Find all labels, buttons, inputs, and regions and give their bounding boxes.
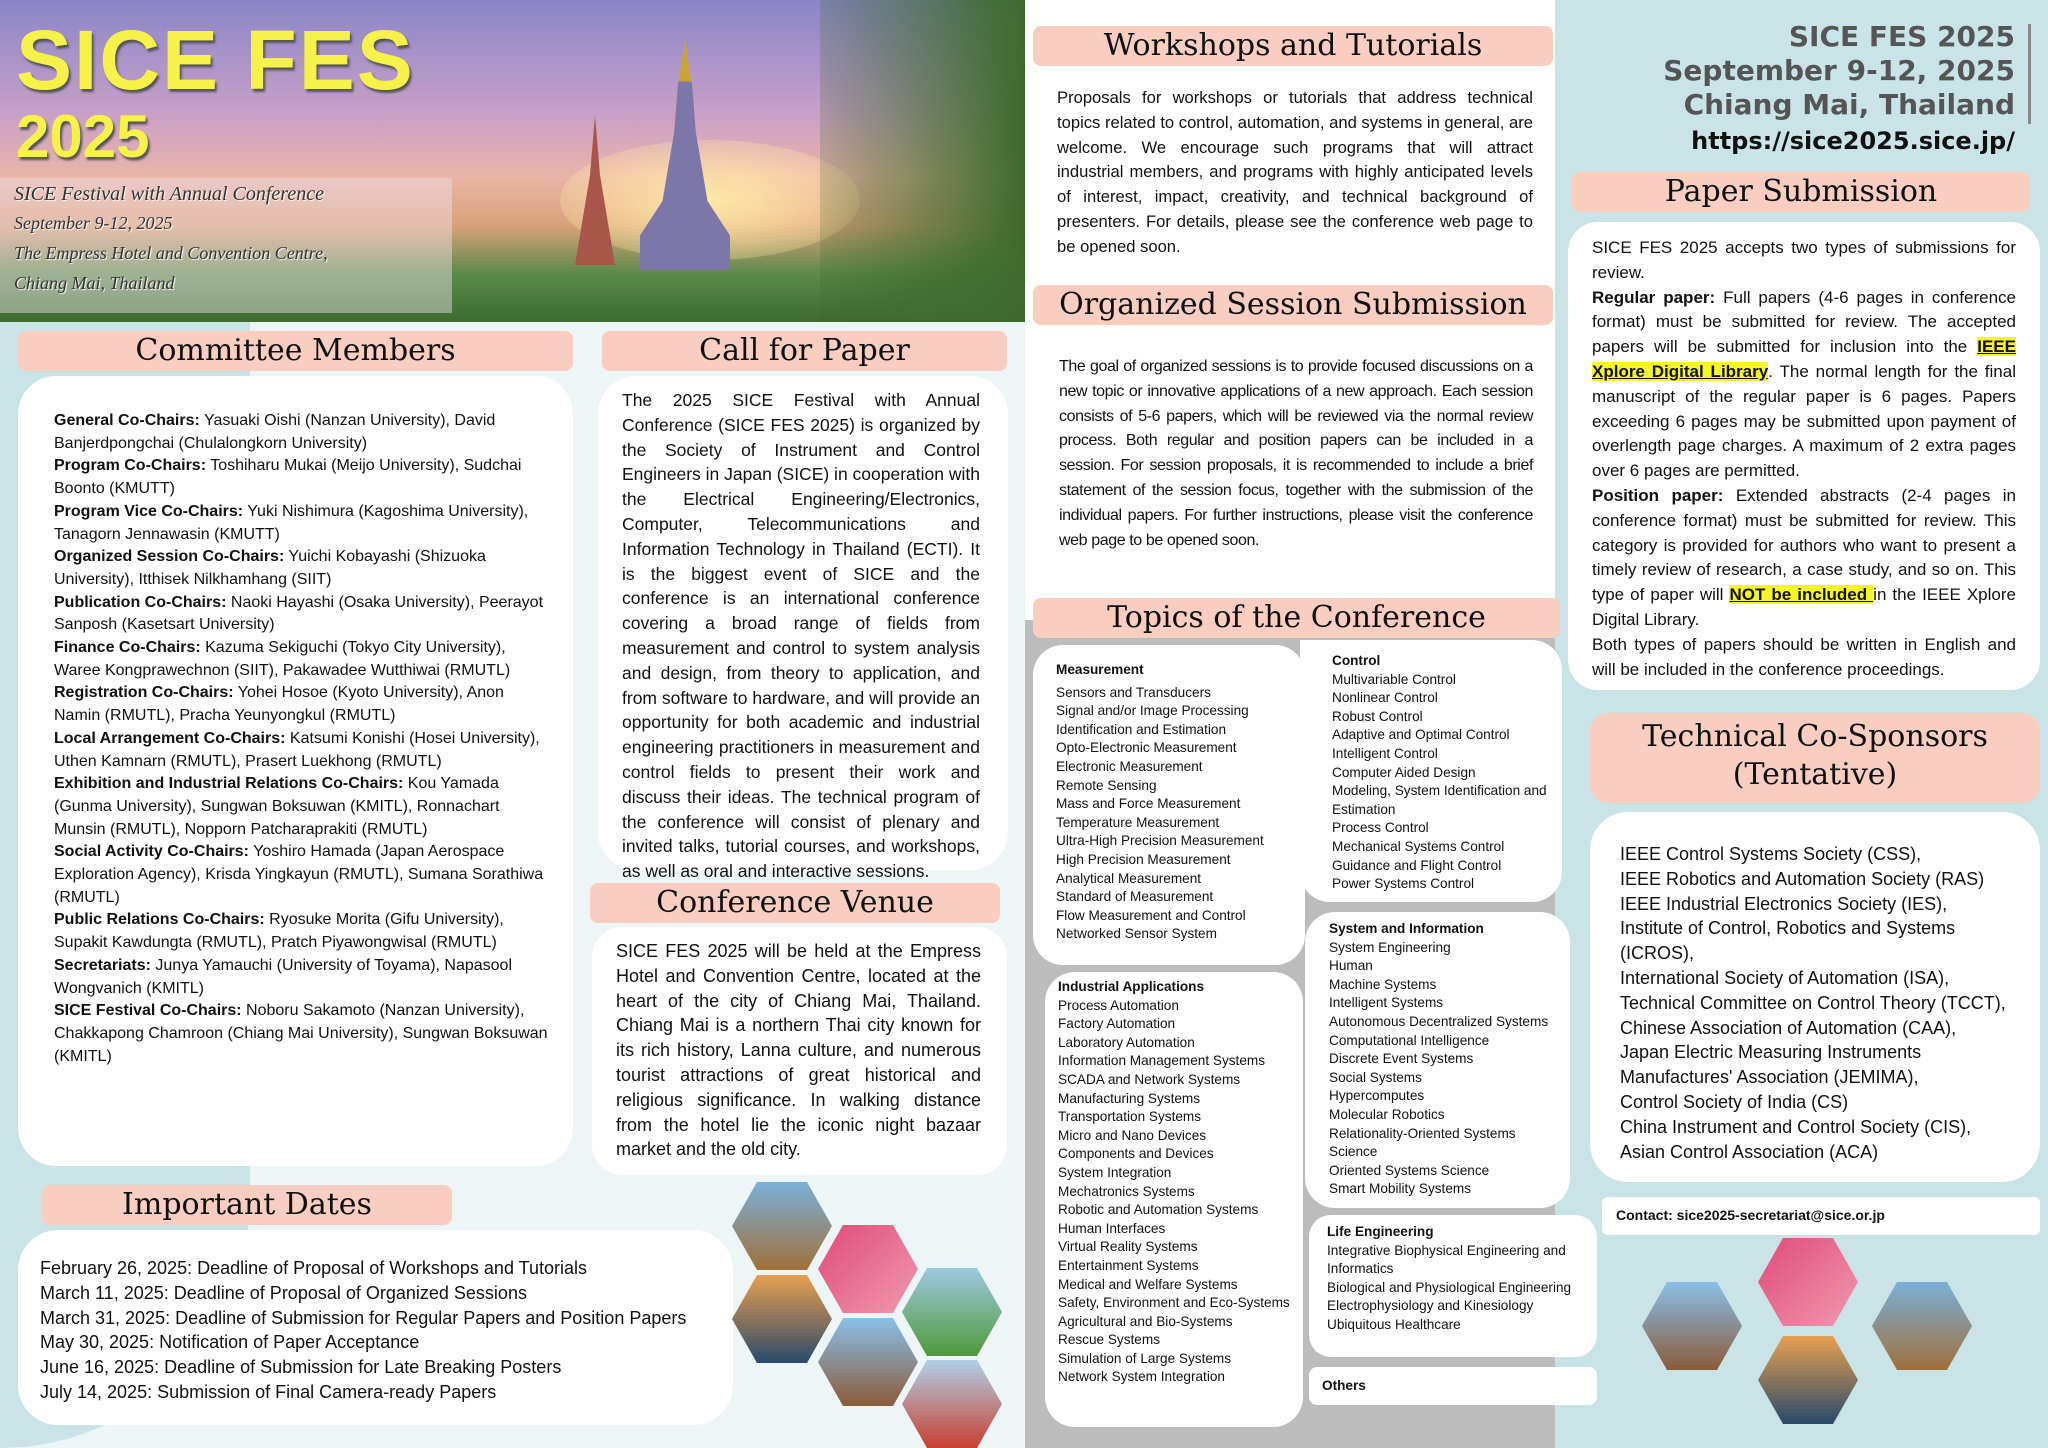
event-location: Chiang Mai, Thailand (1683, 88, 2015, 121)
topic-item: Nonlinear Control (1332, 690, 1438, 706)
sponsor-item: Asian Control Association (ACA) (1620, 1141, 1879, 1162)
committee-entry (54, 841, 553, 909)
topic-item: Transportation Systems (1058, 1109, 1202, 1125)
divider (2028, 24, 2031, 124)
topic-item: Rescue Systems (1058, 1332, 1160, 1348)
banner-image (0, 0, 1025, 322)
topics-header: Topics of the Conference (1033, 598, 1560, 638)
topic-control-heading: Control (1332, 653, 1381, 668)
sponsors-subtitle: (Tentative) (1732, 757, 1898, 792)
committee-entry (54, 455, 553, 500)
committee-names: Junya Yamauchi (University of Toyama), Napasool Wongvanich (KMITL) (54, 956, 513, 997)
topic-item: Ultra-High Precision Measurement (1056, 833, 1264, 849)
committee-header: Committee Members (18, 331, 573, 371)
topic-item: Electrophysiology and Kinesiology (1327, 1298, 1534, 1314)
topic-system-list (1329, 939, 1559, 1199)
committee-names: Kazuma Sekiguchi (Tokyo City University), Waree Kongprawechnon (SIIT), Pakawadee Wutthiwai (RMUTL) (54, 639, 511, 679)
committee-names: Yuichi Kobayashi (Shizuoka University), Itthisek Nilkhamhang (SIIT) (54, 548, 486, 588)
topic-item: Factory Automation (1058, 1016, 1176, 1032)
topic-item: Components and Devices (1058, 1146, 1214, 1162)
topic-industrial-list (1058, 997, 1303, 1387)
topic-item: System Engineering (1329, 939, 1451, 955)
topic-control-list (1332, 671, 1562, 894)
date-item: July 14, 2025: Submission of Final Camera-ready Papers (40, 1381, 497, 1402)
topic-item: Computer Aided Design (1332, 764, 1476, 780)
committee-role: Local Arrangement Co-Chairs: (54, 729, 286, 747)
committee-entry (54, 637, 553, 682)
committee-role: Social Activity Co-Chairs: (54, 843, 250, 861)
regular-paper-text-2: . The normal length for the final manuscript of the regular paper is 6 pages. Papers exceeding 6 pages may be submitted upon payment of overlength page charges. A maximum of 2 extra pages over 6 pages are permitted. (1592, 361, 2016, 481)
topic-item: Intelligent Control (1332, 745, 1438, 761)
committee-entry (54, 501, 553, 546)
committee-role: Exhibition and Industrial Relations Co-Chairs: (54, 775, 404, 793)
topic-item: Networked Sensor System (1056, 926, 1217, 942)
workshops-text: Proposals for workshops or tutorials that address technical topics related to control, automation, and systems in general, are welcome. We encourage such programs that will attract industrial members, and programs with highly anticipated levels of interest, impact, creativity, and technical background of presenters. For details, please see the conference web page to be opened soon. (1057, 88, 1533, 256)
topic-item: Relationality-Oriented Systems Science (1329, 1125, 1516, 1160)
committee-box (18, 376, 573, 1166)
sponsor-item: IEEE Industrial Electronics Society (IES), (1620, 893, 1948, 914)
sponsor-item: Institute of Control, Robotics and Systems (ICROS), (1620, 918, 1956, 964)
topic-item: Oriented Systems Science (1329, 1162, 1490, 1178)
call-for-paper-text: The 2025 SICE Festival with Annual Conference (SICE FES 2025) is organized by the Society of Instrument and Control Engineers in Japan (SICE) in cooperation with the Electrical Engineering/Electronics, Computer, Telecommunications and Information Technology in Thailand (ECTI). It is the biggest event of SICE and the conference is an international conference covering a broad range of fields from measurement and control to system analysis and design, from theory to application, and from software to hardware, and will provide an opportunity for both academic and industrial engineering practitioners in measurement and control fields to present their work and discuss their ideas. The technical program of the conference will consist of plenary and invited talks, tutorial courses, and workshops, as well as oral and interactive sessions. (622, 390, 980, 882)
banner-subtitle: SICE Festival with Annual Conference (14, 183, 324, 205)
topic-item: Robust Control (1332, 708, 1423, 724)
committee-entry (54, 1000, 553, 1068)
ieee-xplore-link[interactable]: IEEE Xplore Digital Library (1592, 337, 2016, 381)
event-info (1663, 20, 2015, 158)
topic-item: Integrative Biophysical Engineering and Informatics (1327, 1242, 1566, 1277)
topic-item: Sensors and Transducers (1056, 684, 1211, 700)
topic-item: Modeling, System Identification and Estimation (1332, 783, 1547, 817)
committee-entry (54, 546, 553, 591)
committee-entry (54, 728, 553, 773)
paper-submission-box (1568, 222, 2040, 690)
dates-list (40, 1256, 733, 1405)
topic-item: Ubiquitous Healthcare (1327, 1316, 1461, 1332)
committee-role: Program Vice Co-Chairs: (54, 502, 244, 520)
date-item: June 16, 2025: Deadline of Submission for Late Breaking Posters (40, 1357, 562, 1378)
workshops-box (1033, 76, 1553, 286)
sponsor-item: Japan Electric Measuring Instruments Manufactures' Association (JEMIMA), (1620, 1042, 1922, 1088)
topic-item: Safety, Environment and Eco-Systems (1058, 1295, 1290, 1311)
topic-item: Micro and Nano Devices (1058, 1127, 1207, 1143)
banner-year: 2025 (16, 103, 150, 170)
topic-item: Network System Integration (1058, 1369, 1225, 1385)
sponsors-list-wrap (1620, 842, 2030, 1164)
banner-dates: September 9-12, 2025 (14, 213, 173, 233)
topic-item: High Precision Measurement (1056, 851, 1231, 867)
sponsors-header (1590, 713, 2040, 803)
topic-item: Laboratory Automation (1058, 1034, 1195, 1050)
topic-item: SCADA and Network Systems (1058, 1071, 1241, 1087)
topic-item: Hypercomputes (1329, 1088, 1425, 1104)
dates-box (18, 1230, 733, 1425)
topic-life-list (1327, 1242, 1592, 1335)
topic-item: Medical and Welfare Systems (1058, 1276, 1238, 1292)
call-for-paper-box (598, 376, 1008, 882)
event-dates: September 9-12, 2025 (1663, 54, 2015, 87)
contact-email[interactable]: Contact: sice2025-secretariat@sice.or.jp (1616, 1207, 1885, 1223)
sponsor-item: IEEE Robotics and Automation Society (RAS) (1620, 868, 1985, 889)
committee-role: SICE Festival Co-Chairs: (54, 1002, 242, 1020)
committee-role: Secretariats: (54, 956, 151, 974)
sponsor-item: Control Society of India (CS) (1620, 1091, 1849, 1112)
workshops-header: Workshops and Tutorials (1033, 26, 1553, 66)
topic-item: Temperature Measurement (1056, 814, 1220, 830)
topic-item: Standard of Measurement (1056, 889, 1214, 905)
contact-box (1602, 1197, 2040, 1235)
topic-item: Computational Intelligence (1329, 1032, 1490, 1048)
venue-header: Conference Venue (590, 883, 1000, 923)
committee-names: Kou Yamada (Gunma University), Sungwan Boksuwan (KMITL), Ronnachart Munsin (RMUTL), Nopporn Patcharaprakiti (RMUTL) (54, 775, 500, 838)
topic-measurement-list (1056, 684, 1305, 944)
position-paper-text-2: in the IEEE Xplore Digital Library. (1592, 585, 2016, 629)
organized-session-text: The goal of organized sessions is to provide focused discussions on a new topic or innovative applications of a new approach. Each session consists of 5-6 papers, which will be reviewed via the normal review process. Both regular and position papers can be included in a session. For session proposals, it is recommended to include a brief statement of the session focus, together with the submission of the individual papers. For further instructions, please visit the conference web page to be opened soon. (1059, 358, 1533, 549)
committee-names: Yohei Hosoe (Kyoto University), Anon Namin (RMUTL), Pracha Yeunyongkul (RMUTL) (54, 684, 504, 725)
date-item: February 26, 2025: Deadline of Proposal of Workshops and Tutorials (40, 1258, 587, 1278)
topic-industrial-heading: Industrial Applications (1058, 979, 1205, 994)
position-paper-text: Extended abstracts (2-4 pages in conference format) must be submitted for review. This category is provided for authors who want to present a timely review of research, a case study, and so on. This type of paper will (1592, 485, 2017, 605)
topic-item: Opto-Electronic Measurement (1056, 740, 1237, 756)
topic-item: Information Management Systems (1058, 1053, 1266, 1069)
sponsor-item: International Society of Automation (ISA), (1620, 967, 1950, 988)
committee-names: Yoshiro Hamada (Japan Aerospace Exploration Agency), Krisda Yingkayun (RMUTL), Sumana Sorathiwa (RMUTL) (54, 843, 544, 906)
committee-names: Toshiharu Mukai (Meijo University), Sudchai Boonto (KMUTT) (54, 457, 522, 498)
not-included-highlight: NOT be included (1729, 585, 1874, 605)
position-paper-label: Position paper: (1592, 485, 1724, 505)
topic-item: Discrete Event Systems (1329, 1051, 1474, 1067)
topic-item: Multivariable Control (1332, 671, 1456, 687)
topic-item: Analytical Measurement (1056, 870, 1202, 886)
topic-item: Process Automation (1058, 997, 1179, 1013)
committee-role: Publication Co-Chairs: (54, 593, 227, 611)
topic-system-box (1305, 912, 1570, 1208)
topic-item: Process Control (1332, 820, 1429, 836)
topic-item: Adaptive and Optimal Control (1332, 727, 1510, 743)
topic-item: Entertainment Systems (1058, 1257, 1199, 1273)
paper-intro: SICE FES 2025 accepts two types of submissions for review. (1592, 238, 2016, 282)
venue-text: SICE FES 2025 will be held at the Empress Hotel and Convention Centre, located at the heart of the city of Chiang Mai, Thailand. Chiang Mai is a northern Thai city known for its rich history, Lanna culture, and numerous tourist attractions of great historical and religious significance. In walking distance from the hotel lie the iconic night bazaar market and the old city. (616, 941, 981, 1160)
committee-entry (54, 592, 553, 637)
committee-role: Finance Co-Chairs: (54, 639, 201, 657)
event-name: SICE FES 2025 (1788, 20, 2015, 53)
topic-item: Biological and Physiological Engineering (1327, 1279, 1572, 1295)
organized-session-header: Organized Session Submission (1033, 285, 1553, 325)
topic-item: Mechanical Systems Control (1332, 838, 1505, 854)
banner-title: SICE FES (16, 13, 415, 107)
sponsor-item: Chinese Association of Automation (CAA), (1620, 1017, 1957, 1038)
sponsors-title: Technical Co-Sponsors (1642, 719, 1988, 754)
topic-item: Manufacturing Systems (1058, 1090, 1201, 1106)
committee-entry (54, 909, 553, 954)
committee-role: Program Co-Chairs: (54, 457, 207, 475)
topic-others-label: Others (1322, 1378, 1366, 1393)
topic-item: Remote Sensing (1056, 777, 1157, 793)
topic-industrial-box (1045, 972, 1303, 1427)
topic-item: Signal and/or Image Processing (1056, 703, 1249, 719)
sponsor-item: IEEE Control Systems Society (CSS), (1620, 844, 1922, 864)
topic-item: Mechatronics Systems (1058, 1183, 1195, 1199)
topic-life-heading: Life Engineering (1327, 1224, 1434, 1239)
banner-venue: The Empress Hotel and Convention Centre, (14, 243, 328, 263)
date-item: May 30, 2025: Notification of Paper Acceptance (40, 1332, 420, 1353)
event-url-link[interactable]: https://sice2025.sice.jp/ (1691, 127, 2015, 155)
committee-names: Noboru Sakamoto (Nanzan University), Chakkapong Chamroon (Chiang Mai University), Sungwan Boksuwan (KMITL) (54, 1002, 548, 1065)
committee-role: Organized Session Co-Chairs: (54, 548, 285, 566)
organized-session-box (1033, 333, 1553, 603)
committee-entry (54, 682, 553, 727)
date-item: March 31, 2025: Deadline of Submission for Regular Papers and Position Papers (40, 1307, 687, 1328)
committee-entry (54, 955, 553, 1000)
dates-header: Important Dates (42, 1185, 452, 1225)
topic-item: Mass and Force Measurement (1056, 796, 1241, 812)
topic-measurement-box (1033, 645, 1305, 965)
committee-role: Registration Co-Chairs: (54, 684, 234, 702)
topic-life-box (1309, 1215, 1597, 1357)
committee-names: Naoki Hayashi (Osaka University), Peerayot Sanposh (Kasetsart University) (54, 593, 544, 634)
topic-item: Power Systems Control (1332, 876, 1475, 892)
trees-image (820, 0, 1025, 322)
topic-item: Human (1329, 958, 1373, 974)
venue-box (592, 927, 1007, 1175)
regular-paper-label: Regular paper: (1592, 287, 1716, 307)
topic-item: Simulation of Large Systems (1058, 1350, 1232, 1366)
topic-item: Identification and Estimation (1056, 721, 1227, 737)
topic-item: Electronic Measurement (1056, 758, 1203, 774)
topic-control-box (1300, 640, 1562, 902)
sponsor-item: Technical Committee on Control Theory (TCCT), (1620, 992, 2006, 1013)
topic-item: System Integration (1058, 1164, 1172, 1180)
banner-city: Chiang Mai, Thailand (14, 273, 175, 293)
committee-names: Ryosuke Morita (Gifu University), Supakit Kawdungta (RMUTL), Pratch Piyawongwisal (RMUTL) (54, 911, 504, 952)
paper-submission-text (1592, 236, 2016, 682)
committee-entry (54, 410, 553, 455)
topic-item: Flow Measurement and Control (1056, 907, 1246, 923)
committee-role: Public Relations Co-Chairs: (54, 911, 265, 929)
committee-role: General Co-Chairs: (54, 412, 200, 429)
paper-outro: Both types of papers should be written in English and will be included in the conference proceedings. (1592, 634, 2016, 679)
topic-item: Agricultural and Bio-Systems (1058, 1313, 1233, 1329)
sponsors-list (1620, 842, 2030, 1164)
topic-item: Molecular Robotics (1329, 1106, 1445, 1122)
topic-item: Social Systems (1329, 1069, 1422, 1085)
regular-paper-text: Full papers (4-6 pages in conference format) must be submitted for review. The accepted papers will be submitted for inclusion into the (1592, 287, 2016, 357)
committee-list (54, 410, 553, 1068)
topic-item: Robotic and Automation Systems (1058, 1202, 1259, 1218)
topic-item: Machine Systems (1329, 976, 1437, 992)
topic-item: Intelligent Systems (1329, 995, 1444, 1011)
topic-item: Smart Mobility Systems (1329, 1181, 1472, 1197)
topic-item: Guidance and Flight Control (1332, 857, 1502, 873)
topic-item: Human Interfaces (1058, 1220, 1166, 1236)
committee-entry (54, 773, 553, 841)
committee-names: Katsumi Konishi (Hosei University), Uthen Kamnarn (RMUTL), Prasert Luekhong (RMUTL) (54, 729, 540, 770)
topic-measurement-heading: Measurement (1056, 662, 1144, 677)
topic-item: Virtual Reality Systems (1058, 1239, 1198, 1255)
committee-names: Yasuaki Oishi (Nanzan University), David Banjerdpongchai (Chulalongkorn University) (54, 412, 496, 452)
committee-names: Yuki Nishimura (Kagoshima University), Tanagorn Jennawasin (KMUTT) (54, 502, 529, 543)
paper-submission-header: Paper Submission (1572, 172, 2030, 212)
topic-system-heading: System and Information (1329, 921, 1484, 936)
topic-item: Autonomous Decentralized Systems (1329, 1013, 1549, 1029)
call-for-paper-header: Call for Paper (602, 331, 1007, 371)
date-item: March 11, 2025: Deadline of Proposal of Organized Sessions (40, 1282, 527, 1303)
topic-others-box (1309, 1367, 1597, 1405)
sponsor-item: China Instrument and Control Society (CIS), (1620, 1116, 1972, 1137)
